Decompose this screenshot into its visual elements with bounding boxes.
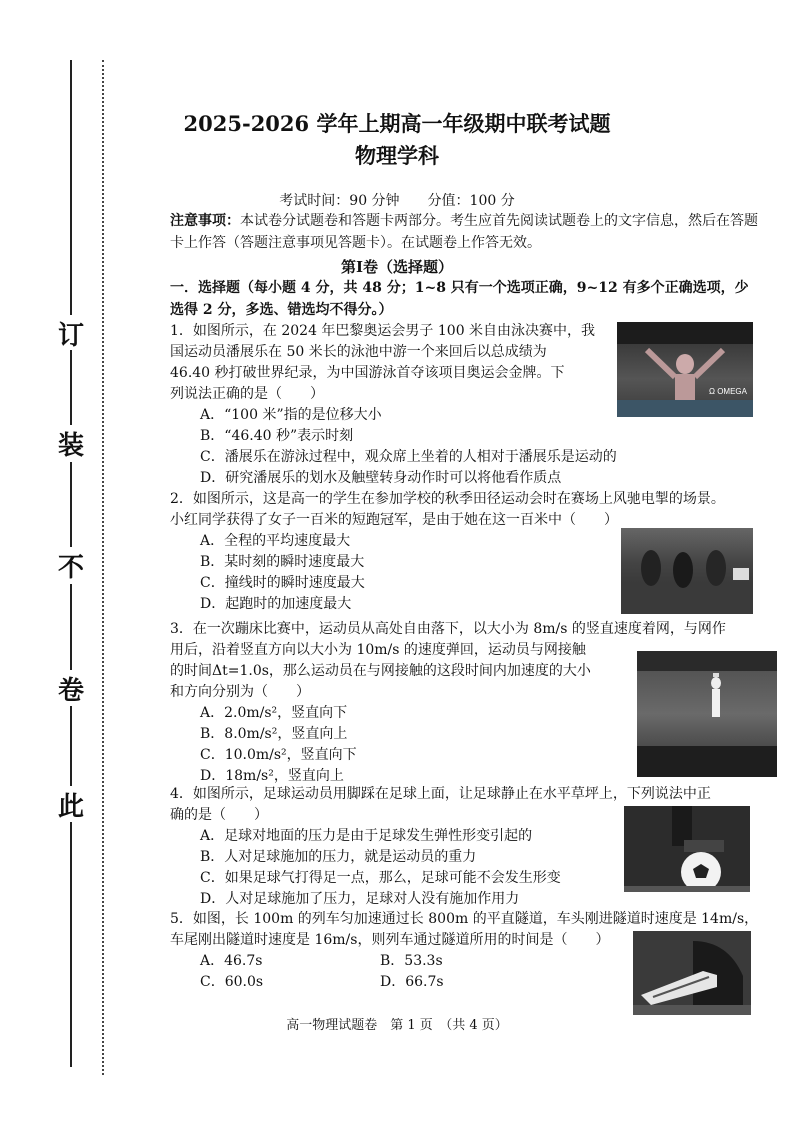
margin-line [70, 706, 72, 786]
margin-char-juan: 卷 [57, 676, 84, 706]
question-line: 确的是（ ） [170, 807, 268, 823]
margin-line [70, 350, 72, 425]
exam-subject: 物理学科 [355, 143, 439, 168]
option-a: A．2.0m/s²，竖直向下 [200, 705, 348, 721]
option-c: C．撞线时的瞬时速度最大 [200, 575, 365, 591]
trampoline-photo [637, 651, 777, 777]
dotted-binding-line [102, 60, 104, 1075]
exam-title: 2025-2026 学年上期高一年级期中联考试题 [183, 111, 611, 136]
question-3-options [170, 703, 590, 787]
train-photo [633, 931, 751, 1015]
football-illustration [624, 806, 750, 892]
option-d: D．起跑时的加速度最大 [200, 596, 352, 612]
option-a: A．足球对地面的压力是由于足球发生弹性形变引起的 [200, 828, 533, 844]
option-b: B．53.3s [380, 953, 443, 969]
option-c: C．潘展乐在游泳过程中，观众席上坐着的人相对于潘展乐是运动的 [200, 449, 617, 465]
football-photo [624, 806, 750, 892]
question-line: 1．如图所示，在 2024 年巴黎奥运会男子 100 米自由泳决赛中，我 [170, 323, 596, 339]
question-line: 小红同学获得了女子一百米的短跑冠军，是由于她在这一百米中（ ） [170, 512, 618, 528]
margin-char-bu: 不 [57, 553, 84, 583]
option-b: B．人对足球施加的压力，就是运动员的重力 [200, 849, 477, 865]
question-2 [170, 489, 760, 531]
notice-text: 本试卷分试题卷和答题卡两部分。考生应首先阅读试题卷上的文字信息，然后在答题卡上作答（答题注意事项见答题卡）。在试题卷上作答无效。 [170, 213, 758, 251]
question-line: 46.40 秒打破世界纪录，为中国游泳首夺该项目奥运会金牌。下 [170, 365, 565, 381]
option-d: D．人对足球施加了压力，足球对人没有施加作用力 [200, 891, 520, 907]
notice [170, 210, 760, 254]
sprint-photo [621, 528, 753, 614]
option-a: A．全程的平均速度最大 [200, 533, 351, 549]
margin-char-ci: 此 [57, 792, 84, 822]
option-d: D．研究潘展乐的划水及触壁转身动作时可以将他看作质点 [200, 470, 562, 486]
margin-char-ding: 订 [57, 321, 84, 351]
option-b: B．“46.40 秒”表示时刻 [200, 428, 354, 444]
sprint-illustration [621, 528, 753, 614]
page-footer: 高一物理试题卷 第 1 页 （共 4 页） [286, 1018, 508, 1033]
question-line: 的时间Δt=1.0s，那么运动员在与网接触的这段时间内加速度的大小 [170, 663, 591, 679]
section-instruction: 一．选择题（每小题 4 分，共 48 分；1~8 只有一个选项正确，9~12 有多个正确选项，少选得 2 分，多选、错选均不得分。） [170, 280, 749, 318]
question-line: 国运动员潘展乐在 50 米长的泳池中游一个来回后以总成绩为 [170, 344, 547, 360]
margin-line [70, 584, 72, 670]
question-1 [170, 321, 610, 405]
question-line: 2．如图所示，这是高一的学生在参加学校的秋季田径运动会时在赛场上风驰电掣的场景。 [170, 491, 725, 507]
question-4-options [170, 826, 610, 910]
train-illustration [633, 931, 751, 1015]
section-title: 第Ⅰ卷（选择题） [340, 258, 454, 276]
option-d: D．66.7s [380, 974, 444, 990]
trampoline-illustration [637, 651, 777, 777]
options-row [170, 972, 610, 993]
option-d: D．18m/s²，竖直向上 [200, 768, 344, 784]
option-a: A．46.7s [200, 953, 263, 969]
question-1-options [170, 405, 730, 489]
question-line: 3．在一次蹦床比赛中，运动员从高处自由落下，以大小为 8m/s 的竖直速度着网，与网作 [170, 621, 726, 637]
option-c: C．10.0m/s²，竖直向下 [200, 747, 357, 763]
exam-info: 考试时间：90 分钟 分值：100 分 [279, 193, 515, 209]
option-a: A．“100 米”指的是位移大小 [200, 407, 382, 423]
question-line: 和方向分别为（ ） [170, 684, 310, 700]
question-line: 5．如图，长 100m 的列车匀加速通过长 800m 的平直隧道，车头刚进隧道时速度是 14m/s， [170, 911, 759, 927]
swimmer-photo [617, 322, 753, 417]
option-c: C．60.0s [200, 974, 264, 990]
option-b: B．某时刻的瞬时速度最大 [200, 554, 365, 570]
question-5-options [170, 951, 610, 993]
question-line: 车尾刚出隧道时速度是 16m/s，则列车通过隧道所用的时间是（ ） [170, 932, 610, 948]
question-line: 4．如图所示，足球运动员用脚踩在足球上面，让足球静止在水平草坪上，下列说法中正 [170, 786, 711, 802]
swimmer-illustration [617, 322, 753, 417]
options-row [170, 951, 610, 972]
question-line: 用后，沿着竖直方向以大小为 10m/s 的速度弹回，运动员与网接触 [170, 642, 586, 658]
question-2-options [170, 531, 590, 615]
option-b: B．8.0m/s²，竖直向上 [200, 726, 348, 742]
margin-char-zhuang: 装 [57, 431, 84, 461]
margin-line [70, 462, 72, 547]
omega-text: Ω OMEGA [709, 387, 747, 396]
option-c: C．如果足球气打得足一点，那么，足球可能不会发生形变 [200, 870, 561, 886]
notice-label: 注意事项： [170, 213, 240, 229]
question-line: 列说法正确的是（ ） [170, 386, 324, 402]
